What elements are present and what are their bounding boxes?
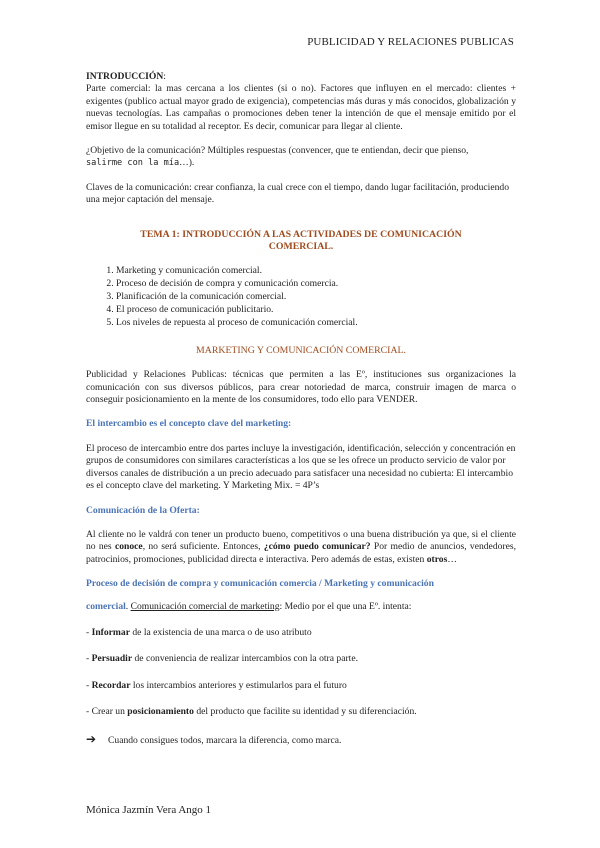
p3-bold-question: ¿cómo puedo comunicar? bbox=[263, 541, 371, 553]
section-title-marketing: MARKETING Y COMUNICACIÓN COMERCIAL. bbox=[196, 344, 406, 356]
topic-item: 1. Marketing y comunicación comercial. bbox=[116, 264, 516, 277]
marketing-paragraph-4 bbox=[86, 601, 516, 613]
p4-period: . bbox=[125, 600, 131, 612]
p3-bold-otros: otros bbox=[426, 553, 448, 565]
tema-title bbox=[86, 229, 516, 254]
p3-text-e: Por medio de anuncios, vendedores, patrocinios, promociones, publicidad directa e interactiva. Pero además de estas, existen bbox=[86, 541, 516, 565]
conclusion-text: Cuando consigues todos, marcara la diferencia, como marca. bbox=[108, 734, 342, 746]
intro-heading-colon: : bbox=[163, 71, 166, 82]
heading-intercambio: El intercambio es el concepto clave del marketing: bbox=[86, 418, 292, 430]
intro-p2-phrase: salirme con la mía bbox=[86, 158, 180, 169]
tema-title-line-2: COMERCIAL. bbox=[268, 241, 334, 253]
bullet-dash: - bbox=[86, 626, 92, 638]
bullet-keyword: Recordar bbox=[91, 679, 131, 691]
intro-heading bbox=[86, 71, 516, 83]
bullet-text: los intercambios anteriores y estimularlos para el futuro bbox=[130, 679, 347, 691]
topic-item: 3. Planificación de la comunicación comercial. bbox=[116, 290, 516, 303]
bullet-text: del producto que facilite su identidad y su diferenciación. bbox=[193, 706, 417, 718]
tema-title-line-1: TEMA 1: INTRODUCCIÓN A LAS ACTIVIDADES DE COMUNICACIÓN bbox=[140, 228, 462, 240]
bullet-posicionamiento bbox=[86, 706, 516, 718]
marketing-paragraph-1: Publicidad y Relaciones Publicas: técnicas que permiten a las Eº, instituciones sus organizaciones la comunicación con sus diversos públicos, para crear notoriedad de marca, construir imagen de marca o conseguir posicionamiento en la mente de los consumidores, todo ello para VENDER. bbox=[86, 369, 516, 406]
bullet-recordar bbox=[86, 680, 516, 692]
intro-paragraph-1: Parte comercial: la mas cercana a los clientes (si o no). Factores que influyen en el mercado: clientes + exigentes (publico actual mayor grado de exigencia), competencias más duras y más conocidos, globalización y nuevas tecnologías. Las campañas o promociones deben tener la intención de que el mensaje emitido por el emisor llegue en su totalidad al receptor. Es decir, comunicar para llegar al cliente. bbox=[86, 83, 516, 132]
bullet-dash: - bbox=[86, 679, 92, 691]
tema-topic-list bbox=[86, 264, 516, 329]
p4-text-d: : Medio por el que una Eº. intenta: bbox=[279, 600, 412, 612]
p3-bold-conoce: conoce bbox=[114, 541, 143, 553]
p4-comercial: comercial bbox=[86, 600, 126, 612]
conclusion-line bbox=[86, 733, 516, 747]
bullet-keyword: Informar bbox=[91, 626, 130, 638]
topic-item: 2. Proceso de decisión de compra y comunicación comercia. bbox=[116, 277, 516, 290]
heading-proceso-decision: Proceso de decisión de compra y comunicación comercia / Marketing y comunicación bbox=[86, 578, 434, 590]
p4-underlined: Comunicación comercial de marketing bbox=[130, 600, 280, 612]
topic-item: 4. El proceso de comunicación publicitario. bbox=[116, 303, 516, 316]
intro-paragraph-2 bbox=[86, 145, 516, 170]
bullet-persuadir bbox=[86, 653, 516, 665]
bullet-text: de la existencia de una marca o de uso atributo bbox=[129, 626, 312, 638]
marketing-paragraph-3 bbox=[86, 529, 516, 566]
p3-ellipsis: … bbox=[447, 553, 457, 565]
intro-p2-end: …). bbox=[179, 157, 195, 169]
marketing-paragraph-2: El proceso de intercambio entre dos partes incluye la investigación, identificación, selección y concentración en grupos de consumidores con similares características a los que se les ofrece un producto servicio de valor por diversos canales de distribución a un precio adecuado para satisfacer una necesidad no cubierta: El intercambio es el concepto clave del marketing. Y Marketing Mix. = 4P’s bbox=[86, 442, 516, 492]
bullet-text-a: - Crear un bbox=[86, 706, 128, 718]
page-content bbox=[86, 71, 516, 747]
bullet-text: de conveniencia de realizar intercambios con la otra parte. bbox=[132, 653, 358, 665]
topic-item: 5. Los niveles de repuesta al proceso de comunicación comercial. bbox=[116, 316, 516, 329]
intro-p2-text: ¿Objetivo de la comunicación? Múltiples respuestas (convencer, que te entiendan, decir que pienso, bbox=[86, 145, 469, 157]
p3-text-c: , no será suficiente. Entonces, bbox=[142, 541, 264, 553]
heading-comunicacion-oferta: Comunicación de la Oferta: bbox=[86, 504, 200, 516]
bullet-keyword: posicionamiento bbox=[127, 706, 194, 718]
bullet-keyword: Persuadir bbox=[91, 653, 133, 665]
p3-text-a: Al cliente no le valdrá con tener un producto bueno, competitivos o una buena distribución ya que, si el cliente no nes bbox=[86, 528, 516, 553]
bullet-informar bbox=[86, 627, 516, 639]
intro-paragraph-3: Claves de la comunicación: crear confianza, la cual crece con el tiempo, dando lugar facilitación, produciendo una mejor captación del mensaje. bbox=[86, 181, 509, 206]
intro-heading-text: INTRODUCCIÓN bbox=[86, 71, 164, 82]
bullet-dash: - bbox=[86, 653, 92, 665]
arrow-right-icon: ➔ bbox=[86, 731, 97, 746]
running-header: PUBLICIDAD Y RELACIONES PUBLICAS bbox=[307, 36, 514, 48]
page-footer: Mónica Jazmín Vera Ango 1 bbox=[86, 804, 212, 816]
